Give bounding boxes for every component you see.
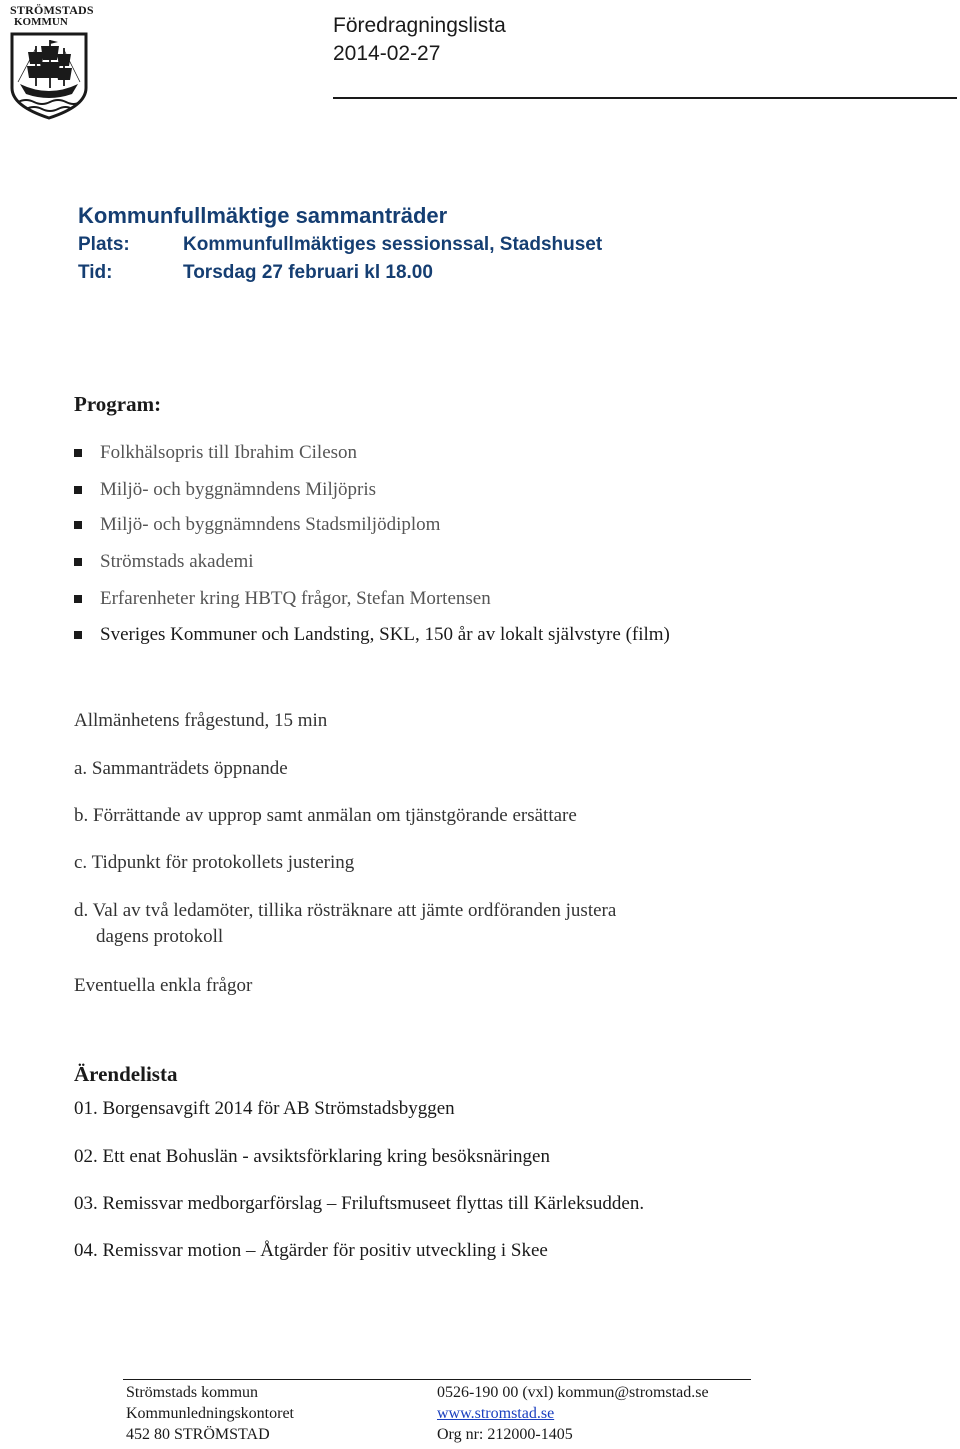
square-bullet-icon [74,449,82,457]
program-item-text: Folkhälsopris till Ibrahim Cileson [100,442,358,463]
agenda-item-a: a. Sammanträdets öppnande [74,758,288,779]
program-heading: Program: [74,392,162,416]
program-item-text: Sveriges Kommuner och Landsting, SKL, 150 år av lokalt självstyre (film) [100,624,670,645]
square-bullet-icon [74,558,82,566]
arende-item: 02. Ett enat Bohuslän - avsiktsförklaring kring besöksnäringen [74,1146,550,1167]
footer-divider [123,1379,751,1380]
time-label: Tid: [78,262,113,283]
public-questions: Allmänhetens frågestund, 15 min [74,710,328,731]
arende-item: 01. Borgensavgift 2014 för AB Strömstadsbyggen [74,1098,455,1119]
document-title: Föredragningslista [333,14,506,37]
program-item-text: Miljö- och byggnämndens Stadsmiljödiplom [100,514,441,535]
coat-of-arms-logo [8,2,90,120]
program-item [74,442,357,464]
footer-department: Kommunledningskontoret [126,1405,294,1422]
simple-questions: Eventuella enkla frågor [74,975,253,996]
program-item [74,514,440,536]
arendelista-heading: Ärendelista [74,1062,178,1086]
square-bullet-icon [74,486,82,494]
square-bullet-icon [74,631,82,639]
agenda-item-d: d. Val av två ledamöter, tillika rösträknare att jämte ordföranden justera [74,900,617,921]
program-item [74,479,376,501]
program-item-text: Miljö- och byggnämndens Miljöpris [100,479,377,500]
program-item-text: Erfarenheter kring HBTQ frågor, Stefan Mortensen [100,588,491,609]
agenda-item-c: c. Tidpunkt för protokollets justering [74,852,355,873]
logo-text-line2: KOMMUN [14,16,68,28]
footer-phone-email: 0526-190 00 (vxl) kommun@stromstad.se [437,1384,709,1401]
document-date: 2014-02-27 [333,42,441,65]
footer-org-name: Strömstads kommun [126,1384,259,1401]
footer-address: 452 80 STRÖMSTAD [126,1426,270,1443]
arende-item: 04. Remissvar motion – Åtgärder för positiv utveckling i Skee [74,1240,548,1261]
program-item [74,624,670,646]
footer-website-link[interactable]: www.stromstad.se [437,1405,555,1422]
place-value: Kommunfullmäktiges sessionssal, Stadshuset [183,234,603,255]
program-item-text: Strömstads akademi [100,551,254,572]
agenda-item-b: b. Förrättande av upprop samt anmälan om tjänstgörande ersättare [74,805,577,826]
agenda-item-d-continued: dagens protokoll [96,926,224,947]
logo-text-line1: STRÖMSTADS [10,3,94,17]
square-bullet-icon [74,521,82,529]
arende-item: 03. Remissvar medborgarförslag – Friluftsmuseet flyttas till Kärleksudden. [74,1193,645,1214]
time-value: Torsdag 27 februari kl 18.00 [183,262,433,283]
program-item [74,551,254,573]
meeting-title: Kommunfullmäktige sammanträder [78,203,448,228]
place-label: Plats: [78,234,130,255]
footer-org-number: Org nr: 212000-1405 [437,1426,573,1443]
program-item [74,588,491,610]
square-bullet-icon [74,595,82,603]
header-divider [333,97,957,99]
